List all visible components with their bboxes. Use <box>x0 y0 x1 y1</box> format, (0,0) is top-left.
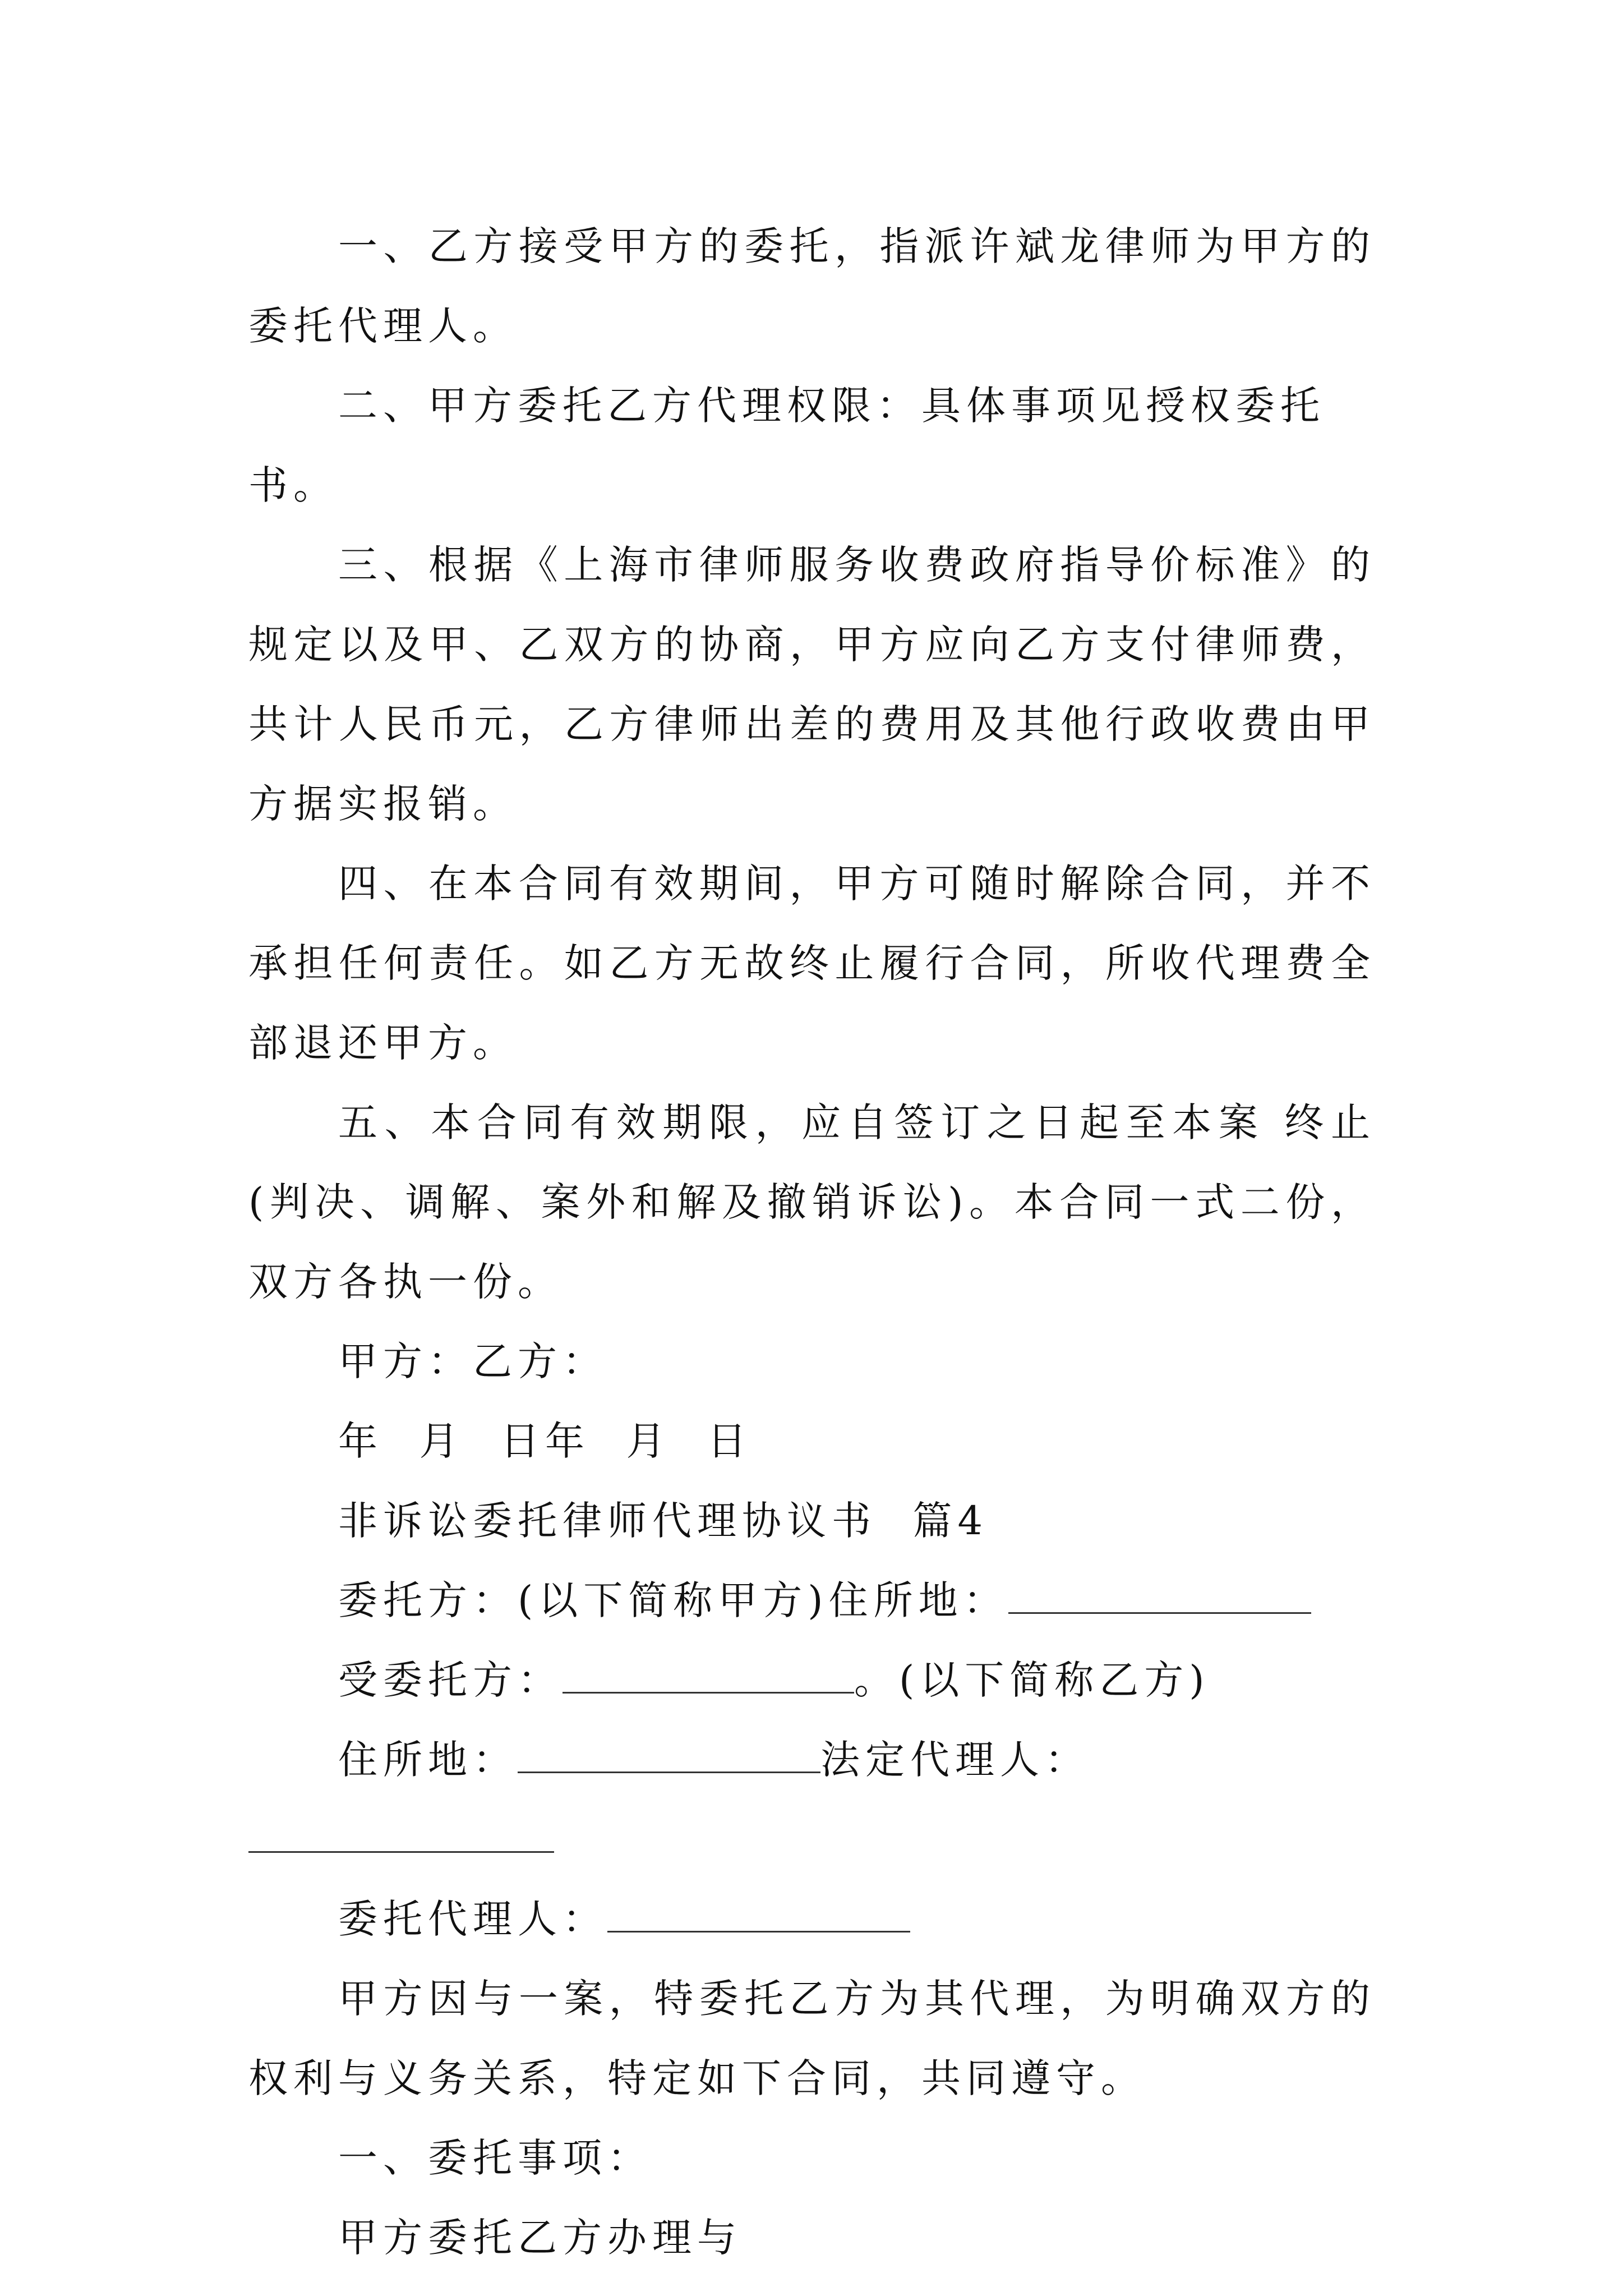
purpose-paragraph: 甲方因与一案，特委托乙方为其代理，为明确双方的权利与义务关系，特定如下合同，共同遵守。 <box>248 1976 1376 2101</box>
entrusted-matters-text: 甲方委托乙方办理与 <box>338 2215 742 2261</box>
signature-parties: 甲方：乙方： <box>338 1338 607 1384</box>
agent-blank <box>607 1892 910 1932</box>
agent-line <box>248 1879 1376 1959</box>
signature-dates: 年 月 日年 月 日 <box>338 1418 753 1464</box>
address-line <box>248 1720 1376 1879</box>
clause-one-agent-assignment: 一、乙方接受甲方的委托，指派许斌龙律师为甲方的委托代理人。 <box>248 223 1376 349</box>
legal-rep-blank <box>248 1812 554 1853</box>
trustee-suffix: 。(以下简称乙方) <box>854 1657 1210 1703</box>
clause-five-validity: 五、本合同有效期限，应自签订之日起至本案 终止(判决、调解、案外和解及撤销诉讼)。本合同一式二份，双方各执一份。 <box>248 1099 1376 1305</box>
trustee-label: 受委托方： <box>338 1657 562 1703</box>
clause-three-fees: 三、根据《上海市律师服务收费政府指导价标准》的规定以及甲、乙双方的协商，甲方应向乙方支付律师费，共计人民币元，乙方律师出差的费用及其他行政收费由甲方据实报销。 <box>248 542 1376 827</box>
client-address-blank <box>1008 1573 1311 1614</box>
address-label: 住所地： <box>338 1737 518 1783</box>
legal-rep-label: 法定代理人： <box>820 1737 1090 1783</box>
agent-label: 委托代理人： <box>338 1896 607 1942</box>
entrusted-matters-heading: 一、委托事项： <box>338 2135 652 2181</box>
document-body <box>248 206 1376 2277</box>
trustee-name-blank <box>562 1653 854 1694</box>
address-blank <box>518 1732 820 1773</box>
client-line <box>248 1561 1376 1640</box>
client-label: 委托方：(以下简称甲方)住所地： <box>338 1577 1008 1623</box>
section-heading: 非诉讼委托律师代理协议书 篇4 <box>338 1498 989 1544</box>
clause-four-termination: 四、在本合同有效期间，甲方可随时解除合同，并不承担任何责任。如乙方无故终止履行合同，所收代理费全部退还甲方。 <box>248 861 1376 1066</box>
clause-two-authority: 二、甲方委托乙方代理权限：具体事项见授权委托书。 <box>248 383 1325 508</box>
trustee-line <box>248 1640 1376 1720</box>
